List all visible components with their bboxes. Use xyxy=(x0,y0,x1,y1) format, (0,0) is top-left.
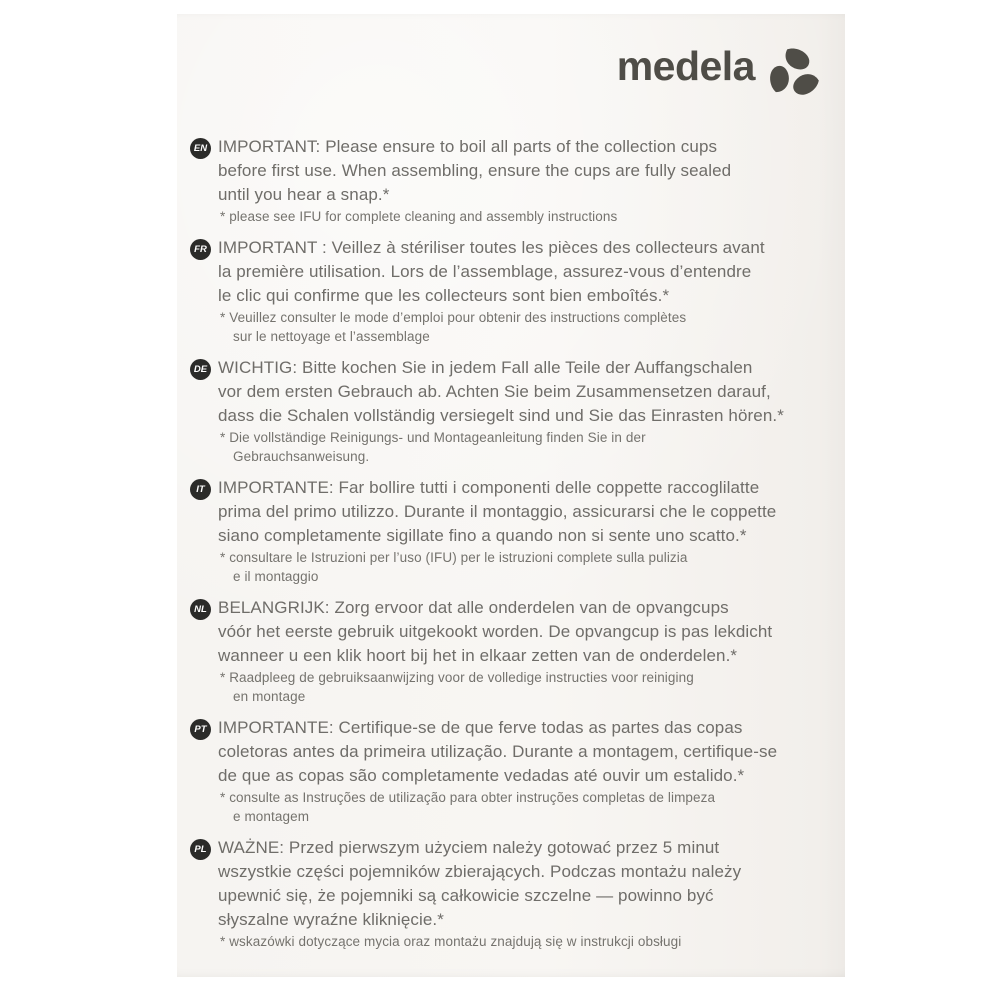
notice-fr xyxy=(190,236,829,346)
notice-footnote-line: * please see IFU for complete cleaning and assembly instructions xyxy=(220,209,618,224)
notice-line: de que as copas são completamente vedadas até ouvir um estalido.* xyxy=(218,766,745,785)
notice-nl xyxy=(190,596,829,706)
notice-footnote-line: * consulte as Instruções de utilização para obter instruções completas de limpeza xyxy=(220,790,716,805)
notice-line: IMPORTANTE: Far bollire tutti i componenti delle coppette raccoglilatte xyxy=(218,478,760,497)
notice-text xyxy=(218,356,784,466)
notice-line: wanneer u een klik hoort bij het in elkaar zetten van de onderdelen.* xyxy=(218,646,738,665)
notice-line: vor dem ersten Gebrauch ab. Achten Sie beim Zusammensetzen darauf, xyxy=(218,382,771,401)
notice-footnote-line: Gebrauchsanweisung. xyxy=(233,449,370,464)
notice-footnote-line: * consultare le Istruzioni per l’uso (IFU) per le istruzioni complete sulla pulizia xyxy=(220,550,688,565)
notice-line: dass die Schalen vollständig versiegelt sind und Sie das Einrasten hören.* xyxy=(218,406,784,425)
medela-logo xyxy=(616,43,823,102)
notice-en xyxy=(190,135,829,226)
notice-line: WICHTIG: Bitte kochen Sie in jedem Fall alle Teile der Auffangschalen xyxy=(218,358,753,377)
notice-text xyxy=(218,236,765,346)
notice-it xyxy=(190,476,829,586)
notice-pl xyxy=(190,836,829,951)
notice-line: IMPORTANT : Veillez à stériliser toutes les pièces des collecteurs avant xyxy=(218,238,765,257)
notice-text xyxy=(218,716,777,826)
lang-badge-pl: PL xyxy=(190,839,211,860)
lang-badge-de: DE xyxy=(190,359,211,380)
notice-line: wszystkie części pojemników zbierających. Podczas montażu należy xyxy=(218,862,742,881)
notice-line: le clic qui confirme que les collecteurs sont bien emboîtés.* xyxy=(218,286,670,305)
notice-line: coletoras antes da primeira utilização. Durante a montagem, certifique-se xyxy=(218,742,778,761)
notice-text xyxy=(218,596,772,706)
notice-text xyxy=(218,836,741,951)
notice-line: IMPORTANTE: Certifique-se de que ferve todas as partes das copas xyxy=(218,718,743,737)
notice-footnote-line: sur le nettoyage et l’assemblage xyxy=(233,329,430,344)
notice-line: before first use. When assembling, ensure the cups are fully sealed xyxy=(218,161,732,180)
notice-footnote-line: e montagem xyxy=(233,809,310,824)
notice-footnote-line: e il montaggio xyxy=(233,569,319,584)
medela-wordmark: medela xyxy=(616,43,755,89)
notice-de xyxy=(190,356,829,466)
lang-badge-pt: PT xyxy=(190,719,211,740)
notice-text xyxy=(218,476,776,586)
notice-line: vóór het eerste gebruik uitgekookt worden. De opvangcup is pas lekdicht xyxy=(218,622,773,641)
medela-swirl-icon xyxy=(765,46,823,102)
lang-badge-en: EN xyxy=(190,138,211,159)
notice-pt xyxy=(190,716,829,826)
notice-text xyxy=(218,135,731,226)
notice-line: la première utilisation. Lors de l’assemblage, assurez-vous d’entendre xyxy=(218,262,752,281)
notice-line: until you hear a snap.* xyxy=(218,185,390,204)
lang-badge-nl: NL xyxy=(190,599,211,620)
lang-badge-it: IT xyxy=(190,479,211,500)
notice-line: WAŻNE: Przed pierwszym użyciem należy gotować przez 5 minut xyxy=(218,838,720,857)
notice-footnote-line: * Die vollständige Reinigungs- und Montageanleitung finden Sie in der xyxy=(220,430,646,445)
notice-list xyxy=(190,135,829,961)
notice-line: BELANGRIJK: Zorg ervoor dat alle onderdelen van de opvangcups xyxy=(218,598,729,617)
notice-footnote-line: * Veuillez consulter le mode d’emploi pour obtenir des instructions complètes xyxy=(220,310,687,325)
notice-line: prima del primo utilizzo. Durante il montaggio, assicurarsi che le coppette xyxy=(218,502,777,521)
notice-footnote-line: * Raadpleeg de gebruiksaanwijzing voor de volledige instructies voor reiniging xyxy=(220,670,694,685)
notice-line: siano completamente sigillate fino a quando non si sente uno scatto.* xyxy=(218,526,747,545)
notice-line: IMPORTANT: Please ensure to boil all parts of the collection cups xyxy=(218,137,718,156)
notice-line: słyszalne wyraźne kliknięcie.* xyxy=(218,910,444,929)
notice-footnote-line: * wskazówki dotyczące mycia oraz montażu znajdują się w instrukcji obsługi xyxy=(220,934,682,949)
leaflet-paper xyxy=(177,14,845,977)
notice-footnote-line: en montage xyxy=(233,689,306,704)
notice-line: upewnić się, że pojemniki są całkowicie szczelne — powinno być xyxy=(218,886,714,905)
lang-badge-fr: FR xyxy=(190,239,211,260)
